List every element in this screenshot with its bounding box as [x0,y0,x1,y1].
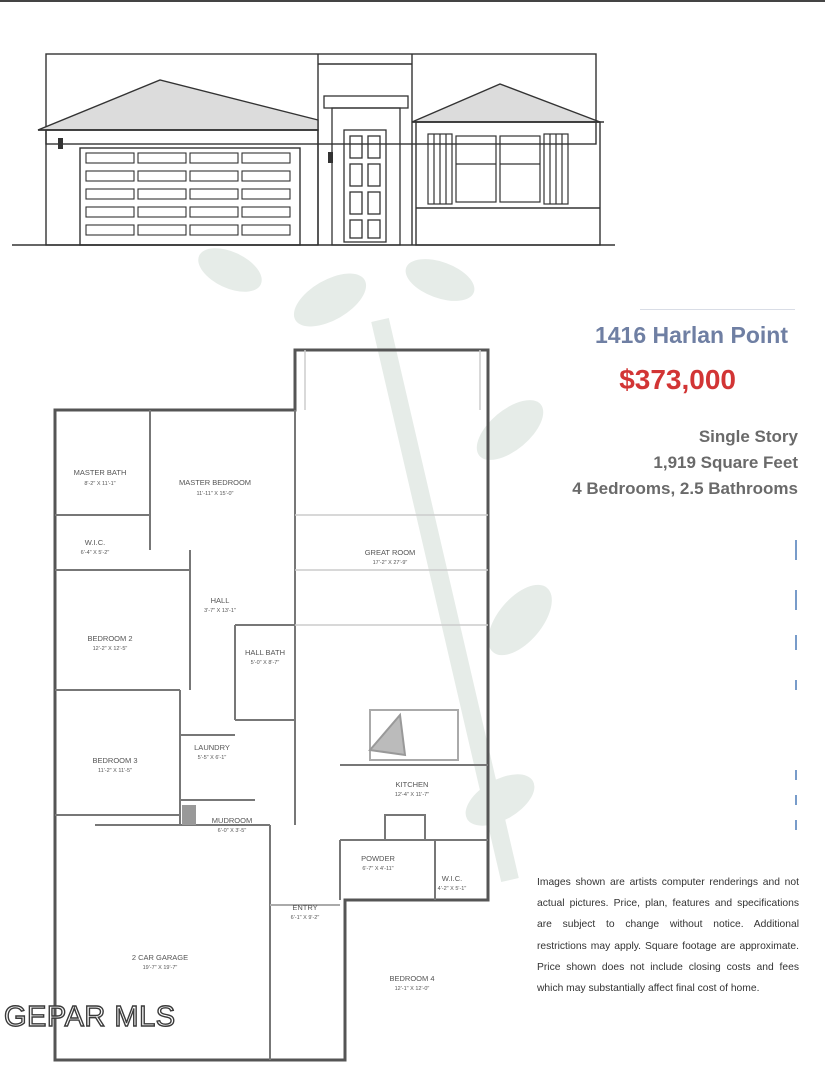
svg-text:12'-4" X 11'-7": 12'-4" X 11'-7" [394,792,430,798]
svg-text:3'-7" X 13'-1": 3'-7" X 13'-1" [204,608,236,614]
top-border [0,0,825,2]
svg-text:BEDROOM 2: BEDROOM 2 [87,634,133,643]
svg-text:ENTRY: ENTRY [292,903,318,912]
mls-watermark: GEPAR MLS [4,1001,176,1033]
svg-text:17'-2" X 27'-9": 17'-2" X 27'-9" [372,560,408,566]
svg-text:KITCHEN: KITCHEN [395,780,429,789]
svg-text:11'-11" X 15'-0": 11'-11" X 15'-0" [196,491,234,497]
svg-text:W.I.C.: W.I.C. [84,538,106,547]
svg-text:MUDROOM: MUDROOM [211,816,253,825]
svg-text:5'-5" X 6'-1": 5'-5" X 6'-1" [197,755,227,761]
svg-text:19'-7" X 19'-7": 19'-7" X 19'-7" [142,965,178,971]
svg-text:6'-0" X 3'-5": 6'-0" X 3'-5" [217,828,247,834]
svg-text:12'-2" X 12'-5": 12'-2" X 12'-5" [92,646,128,652]
svg-text:6'-7" X 4'-11": 6'-7" X 4'-11" [362,866,394,872]
spec-stories: Single Story [698,427,798,446]
spec-square-feet: 1,919 Square Feet [653,453,798,472]
spec-bed-bath: 4 Bedrooms, 2.5 Bathrooms [572,479,798,498]
svg-text:HALL: HALL [210,596,230,605]
front-elevation-drawing [0,40,625,255]
svg-text:MASTER BATH: MASTER BATH [73,468,127,477]
divider-line [640,309,795,310]
svg-text:HALL BATH: HALL BATH [244,648,286,657]
svg-text:6'-1" X 9'-2": 6'-1" X 9'-2" [290,915,320,921]
svg-text:11'-2" X 11'-5": 11'-2" X 11'-5" [98,768,132,774]
listing-address: 1416 Harlan Point [594,322,788,348]
listing-specs [520,424,798,502]
svg-text:MASTER BEDROOM: MASTER BEDROOM [178,478,252,487]
svg-text:4'-2" X 5'-1": 4'-2" X 5'-1" [437,886,467,892]
listing-price: $373,000 [619,364,736,395]
svg-text:2 CAR GARAGE: 2 CAR GARAGE [131,953,189,962]
edge-marks [793,540,799,840]
svg-text:12'-1" X 12'-0": 12'-1" X 12'-0" [394,986,430,992]
svg-text:BEDROOM 4: BEDROOM 4 [389,974,435,983]
svg-text:GREAT ROOM: GREAT ROOM [364,548,416,557]
svg-text:LAUNDRY: LAUNDRY [194,743,230,752]
svg-text:POWDER: POWDER [361,854,395,863]
floor-plan-drawing [40,345,500,1065]
svg-text:BEDROOM 3: BEDROOM 3 [92,756,138,765]
svg-text:5'-0" X 8'-7": 5'-0" X 8'-7" [250,660,280,666]
svg-text:W.I.C.: W.I.C. [441,874,463,883]
disclaimer-text: Images shown are artists computer renderings and not actual pictures. Price, plan, features and specifications are subject to change without notice. Additional restrictions may apply. Square footage are approximate. Price shown does not include closing costs and fees which may substantially affect final cost of home. [537,877,799,995]
svg-text:8'-2" X 11'-1": 8'-2" X 11'-1" [84,481,116,487]
svg-text:6'-4" X 5'-2": 6'-4" X 5'-2" [80,550,110,556]
